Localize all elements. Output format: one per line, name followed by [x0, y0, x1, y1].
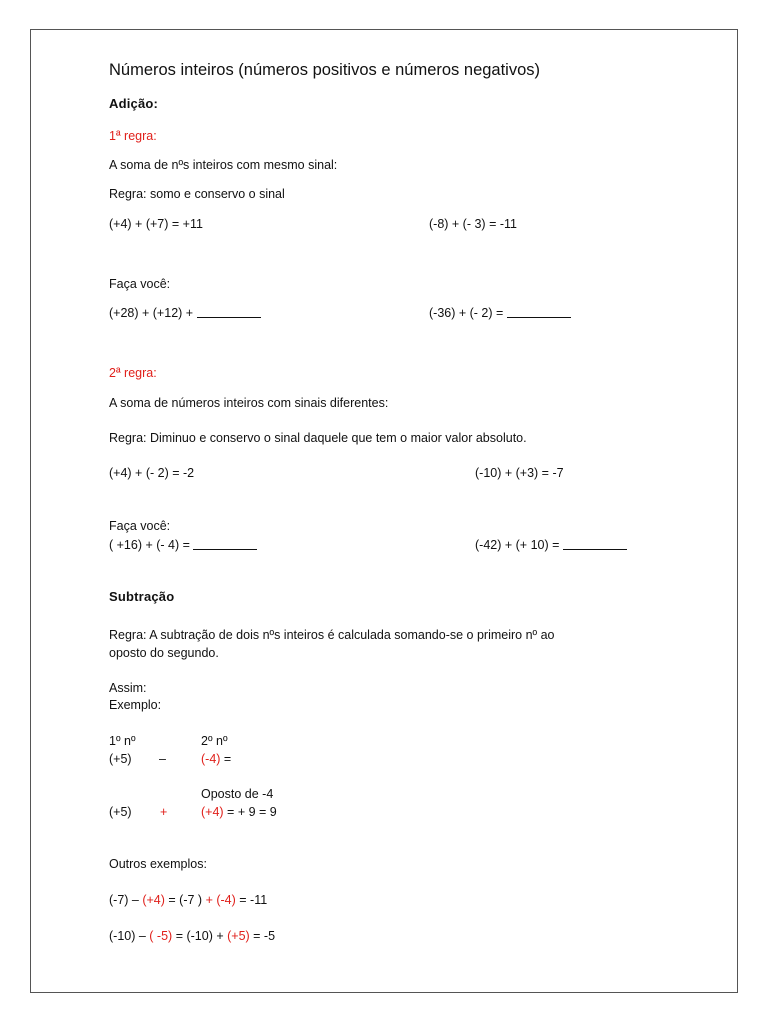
row1-operator: –	[159, 752, 166, 766]
other-example-1: (-7) – (+4) = (-7 ) + (-4) = -11	[109, 893, 268, 907]
opposite-label: Oposto de -4	[201, 787, 274, 801]
subtraction-heading: Subtração	[109, 589, 175, 604]
rule1-exercise-label: Faça você:	[109, 277, 171, 291]
rule2-exercise-2: (-42) + (+ 10) =	[475, 537, 627, 553]
rule2-exercise-1: ( +16) + (- 4) =	[109, 537, 257, 553]
subtraction-rule-line-2: oposto do segundo.	[109, 646, 219, 660]
rule2-example-1: (+4) + (- 2) = -2	[109, 466, 195, 480]
row2-operator: +	[160, 805, 168, 819]
rule2-text: Regra: Diminuo e conservo o sinal daquele que tem o maior valor absoluto.	[109, 431, 527, 445]
row2-second-number: (+4) = + 9 = 9	[201, 805, 277, 819]
rule2-example-2: (-10) + (+3) = -7	[475, 466, 564, 480]
other-example-2: (-10) – ( -5) = (-10) + (+5) = -5	[109, 929, 276, 943]
rule1-example-2: (-8) + (- 3) = -11	[429, 217, 517, 231]
rule2-exercise-label: Faça você:	[109, 519, 171, 533]
page-title: Números inteiros (números positivos e números negativos)	[109, 61, 541, 79]
answer-blank	[507, 305, 571, 318]
document-page	[30, 29, 738, 993]
rule1-example-1: (+4) + (+7) = +11	[109, 217, 203, 231]
rule2-description: A soma de números inteiros com sinais diferentes:	[109, 396, 389, 410]
second-number-header: 2º nº	[201, 734, 228, 748]
rule1-exercise-2: (-36) + (- 2) =	[429, 305, 571, 321]
answer-blank	[193, 537, 257, 550]
rule2-label: 2ª regra:	[109, 366, 157, 380]
rule1-exercise-1: (+28) + (+12) +	[109, 305, 261, 321]
rule1-label: 1ª regra:	[109, 129, 157, 143]
subtraction-rule-line-1: Regra: A subtração de dois nºs inteiros é calculada somando-se o primeiro nº ao	[109, 628, 555, 642]
rule1-text: Regra: somo e conservo o sinal	[109, 187, 285, 201]
example-label: Exemplo:	[109, 698, 162, 712]
addition-heading: Adição:	[109, 96, 159, 111]
answer-blank	[197, 305, 261, 318]
row1-second-number: (-4) =	[201, 752, 232, 766]
rule1-description: A soma de nºs inteiros com mesmo sinal:	[109, 158, 338, 172]
first-number-header: 1º nº	[109, 734, 136, 748]
row1-first-number: (+5)	[109, 752, 132, 766]
other-examples-label: Outros exemplos:	[109, 857, 207, 871]
assim-label: Assim:	[109, 681, 147, 695]
row2-first-number: (+5)	[109, 805, 132, 819]
answer-blank	[563, 537, 627, 550]
